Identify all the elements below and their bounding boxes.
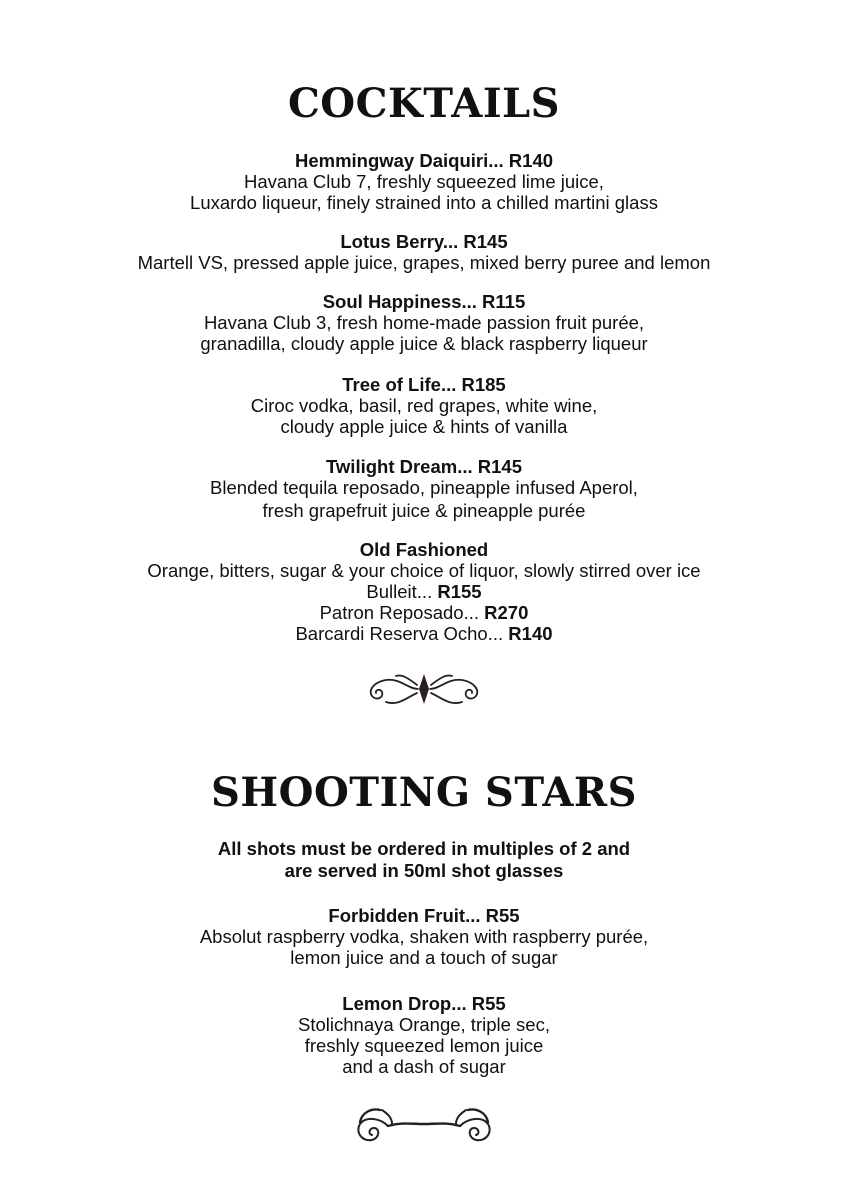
menu-item-lemon-drop xyxy=(0,993,848,1077)
option-label: Patron Reposado... xyxy=(319,602,480,623)
item-name: Lemon Drop... R55 xyxy=(342,993,506,1014)
option-price: R270 xyxy=(484,602,529,623)
item-description-line: Havana Club 3, fresh home-made passion fruit purée, xyxy=(203,312,645,333)
option-price: R155 xyxy=(437,581,482,602)
item-name: Old Fashioned xyxy=(359,539,489,560)
menu-item-lotus-berry xyxy=(0,231,848,273)
item-name: Twilight Dream... R145 xyxy=(325,456,522,477)
item-description-line: cloudy apple juice & hints of vanilla xyxy=(280,416,568,437)
menu-item-forbidden-fruit xyxy=(0,905,848,968)
menu-item-twilight-dream xyxy=(0,456,848,521)
item-description-line: Martell VS, pressed apple juice, grapes, mixed berry puree and lemon xyxy=(137,252,711,273)
shooting-stars-title: SHOOTING STARS xyxy=(210,769,638,816)
item-description-line: lemon juice and a touch of sugar xyxy=(290,947,558,968)
item-name: Lotus Berry... R145 xyxy=(340,231,508,252)
item-description-line: Luxardo liqueur, finely strained into a chilled martini glass xyxy=(190,192,658,213)
item-name: Soul Happiness... R115 xyxy=(322,291,526,312)
menu-item-hemmingway-daiquiri xyxy=(0,150,848,213)
item-description-line: Havana Club 7, freshly squeezed lime juice, xyxy=(244,171,604,192)
menu-item-tree-of-life xyxy=(0,374,848,437)
item-description-line: and a dash of sugar xyxy=(342,1056,506,1077)
cocktails-title: COCKTAILS xyxy=(287,80,561,127)
item-option-patron-reposado xyxy=(0,602,848,623)
item-description-line: Absolut raspberry vodka, shaken with raspberry purée, xyxy=(199,926,649,947)
menu-item-old-fashioned xyxy=(0,539,848,644)
flourish-ornament-icon xyxy=(0,1104,848,1153)
item-description-line: Stolichnaya Orange, triple sec, xyxy=(298,1014,550,1035)
item-name: Forbidden Fruit... R55 xyxy=(328,905,520,926)
item-description-line: Ciroc vodka, basil, red grapes, white wine, xyxy=(250,395,598,416)
intro-line: All shots must be ordered in multiples of 2 and xyxy=(217,838,631,859)
item-description-line: Orange, bitters, sugar & your choice of liquor, slowly stirred over ice xyxy=(147,560,701,581)
scroll-ornament-icon xyxy=(0,666,848,717)
intro-line: are served in 50ml shot glasses xyxy=(284,860,564,881)
item-name: Hemmingway Daiquiri... R140 xyxy=(294,150,554,171)
menu-item-soul-happiness xyxy=(0,291,848,354)
item-description-line: Blended tequila reposado, pineapple infused Aperol, xyxy=(210,477,638,498)
shots-intro xyxy=(0,838,848,882)
option-price: R140 xyxy=(508,623,553,644)
item-description-line: granadilla, cloudy apple juice & black raspberry liqueur xyxy=(200,333,648,354)
item-option-bulleit xyxy=(0,581,848,602)
item-option-barcardi-reserva-ocho xyxy=(0,623,848,644)
item-name: Tree of Life... R185 xyxy=(342,374,506,395)
item-description-line: freshly squeezed lemon juice xyxy=(304,1035,544,1056)
item-description-line: fresh grapefruit juice & pineapple purée xyxy=(262,500,586,521)
option-label: Barcardi Reserva Ocho... xyxy=(295,623,504,644)
option-label: Bulleit... xyxy=(366,581,433,602)
